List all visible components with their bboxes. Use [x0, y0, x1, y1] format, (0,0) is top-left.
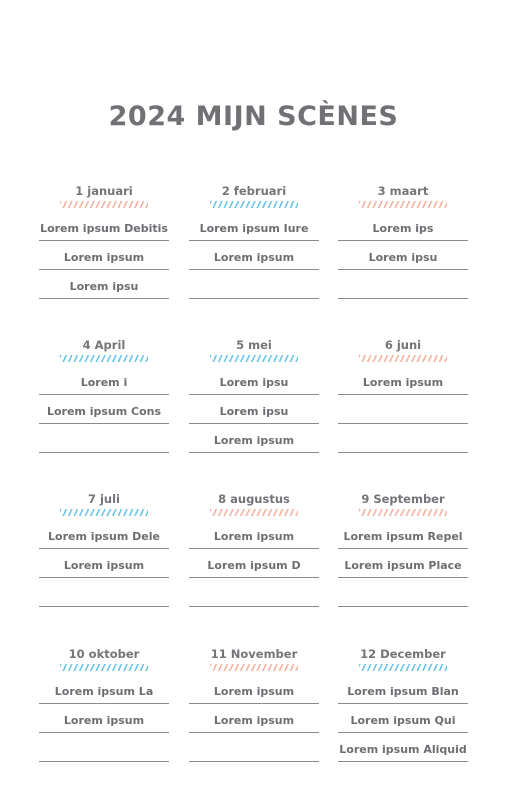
entry-line[interactable]	[189, 704, 319, 733]
accent-hatch	[210, 664, 298, 671]
entry-line[interactable]	[338, 366, 468, 395]
entry-line[interactable]	[39, 520, 169, 549]
entry-text: Lorem ipsum	[213, 251, 295, 264]
entry-text: Lorem ipsum Aliquid	[339, 743, 467, 756]
entry-line[interactable]	[189, 578, 319, 607]
entry-line[interactable]	[338, 704, 468, 733]
entry-text: Lorem ipsum Place	[344, 559, 462, 572]
month-block	[39, 338, 169, 453]
entry-text: Lorem ipsum	[213, 714, 295, 727]
month-block	[189, 184, 319, 299]
entry-line[interactable]	[39, 212, 169, 241]
month-name: 10 oktober	[68, 647, 140, 661]
entry-text: Lorem ipsum D	[207, 559, 301, 572]
entry-text: Lorem ipsum	[213, 530, 295, 543]
entry-line[interactable]	[39, 675, 169, 704]
entry-line[interactable]	[39, 366, 169, 395]
entry-line[interactable]	[338, 549, 468, 578]
accent-hatch	[60, 201, 148, 208]
entry-line[interactable]	[189, 270, 319, 299]
entry-text: Lorem ipsum Iure	[199, 222, 309, 235]
entry-line[interactable]	[189, 241, 319, 270]
month-name: 7 juli	[87, 492, 121, 506]
month-name: 9 September	[361, 492, 445, 506]
month-name: 6 juni	[384, 338, 422, 352]
entry-lines	[189, 520, 319, 607]
month-block	[189, 492, 319, 607]
month-block	[39, 647, 169, 762]
entry-line[interactable]	[189, 212, 319, 241]
accent-hatch	[60, 509, 148, 516]
entry-text: Lorem ipsum	[63, 251, 145, 264]
accent-hatch	[359, 509, 447, 516]
entry-lines	[338, 366, 468, 453]
entry-line[interactable]	[189, 424, 319, 453]
month-block	[39, 492, 169, 607]
entry-text: Lorem ipsum Qui	[350, 714, 456, 727]
entry-text: Lorem ipsu	[219, 376, 289, 389]
entry-text: Lorem i	[80, 376, 128, 389]
entry-text: Lorem ipsum Debitis	[40, 222, 168, 235]
entry-text: Lorem ipsum	[362, 376, 444, 389]
month-block	[338, 647, 468, 762]
entry-line[interactable]	[338, 241, 468, 270]
entry-text: Lorem ips	[372, 222, 434, 235]
month-name: 1 januari	[75, 184, 133, 198]
month-name: 2 februari	[221, 184, 287, 198]
entry-line[interactable]	[39, 424, 169, 453]
month-block	[189, 338, 319, 453]
month-name: 8 augustus	[218, 492, 290, 506]
entry-text: Lorem ipsum	[63, 714, 145, 727]
entry-line[interactable]	[338, 424, 468, 453]
entry-line[interactable]	[189, 520, 319, 549]
entry-text: Lorem ipsum	[63, 559, 145, 572]
entry-lines	[189, 212, 319, 299]
month-block	[338, 338, 468, 453]
accent-hatch	[210, 355, 298, 362]
entry-lines	[338, 675, 468, 762]
entry-text: Lorem ipsum Dele	[48, 530, 160, 543]
entry-line[interactable]	[189, 395, 319, 424]
accent-hatch	[60, 355, 148, 362]
accent-hatch	[359, 355, 447, 362]
accent-hatch	[210, 509, 298, 516]
entry-line[interactable]	[39, 549, 169, 578]
entry-text: Lorem ipsu	[69, 280, 139, 293]
entry-line[interactable]	[338, 675, 468, 704]
entry-line[interactable]	[39, 578, 169, 607]
entry-text: Lorem ipsu	[219, 405, 289, 418]
accent-hatch	[60, 664, 148, 671]
entry-line[interactable]	[39, 395, 169, 424]
month-name: 3 maart	[377, 184, 429, 198]
entry-line[interactable]	[338, 733, 468, 762]
month-block	[189, 647, 319, 762]
entry-line[interactable]	[189, 549, 319, 578]
entry-text: Lorem ipsum La	[54, 685, 154, 698]
entry-line[interactable]	[338, 212, 468, 241]
accent-hatch	[359, 201, 447, 208]
month-name: 4 April	[82, 338, 126, 352]
entry-line[interactable]	[338, 270, 468, 299]
entry-line[interactable]	[39, 733, 169, 762]
month-name: 12 December	[360, 647, 446, 661]
entry-line[interactable]	[338, 520, 468, 549]
entry-line[interactable]	[189, 366, 319, 395]
entry-lines	[39, 212, 169, 299]
month-block	[338, 492, 468, 607]
entry-line[interactable]	[39, 704, 169, 733]
entry-line[interactable]	[189, 675, 319, 704]
month-name: 11 November	[210, 647, 298, 661]
entry-text: Lorem ipsum Blan	[347, 685, 459, 698]
entry-text: Lorem ipsum Repel	[343, 530, 463, 543]
entry-lines	[338, 520, 468, 607]
entry-text: Lorem ipsum	[213, 434, 295, 447]
entry-lines	[338, 212, 468, 299]
month-block	[39, 184, 169, 299]
entry-line[interactable]	[39, 270, 169, 299]
accent-hatch	[359, 664, 447, 671]
entry-lines	[39, 366, 169, 453]
month-block	[338, 184, 468, 299]
entry-lines	[39, 675, 169, 762]
entry-text: Lorem ipsum Cons	[46, 405, 162, 418]
entry-lines	[39, 520, 169, 607]
entry-line[interactable]	[189, 733, 319, 762]
page-title: 2024 MIJN SCÈNES	[108, 101, 399, 132]
entry-line[interactable]	[338, 395, 468, 424]
entry-text: Lorem ipsu	[368, 251, 438, 264]
entry-lines	[189, 366, 319, 453]
accent-hatch	[210, 201, 298, 208]
entry-line[interactable]	[338, 578, 468, 607]
entry-lines	[189, 675, 319, 762]
entry-line[interactable]	[39, 241, 169, 270]
entry-text: Lorem ipsum	[213, 685, 295, 698]
month-name: 5 mei	[236, 338, 272, 352]
